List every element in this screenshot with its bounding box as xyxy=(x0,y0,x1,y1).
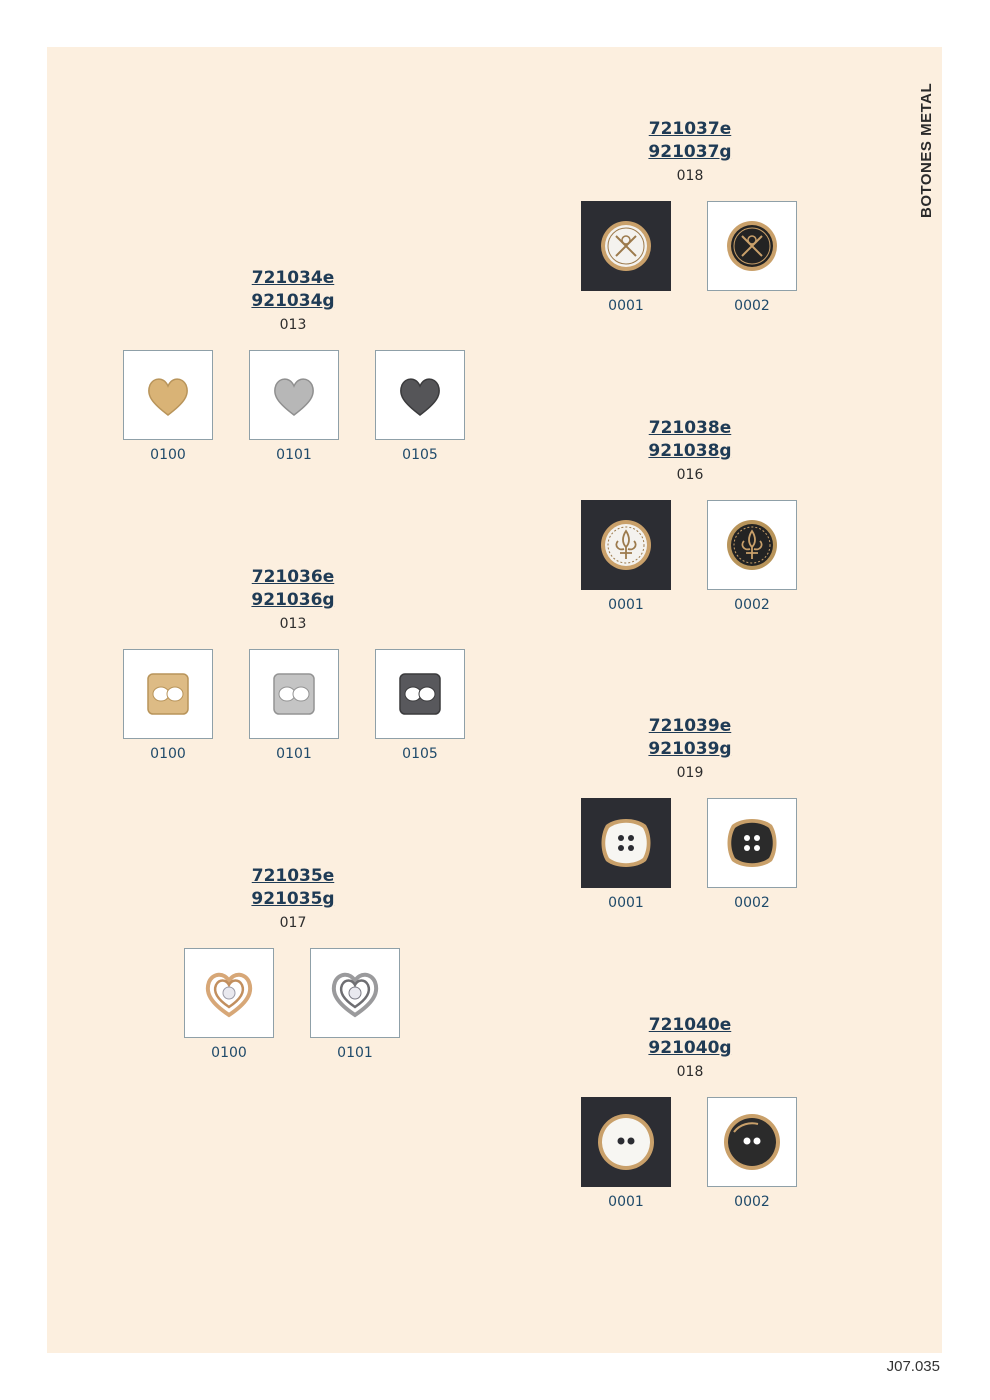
variant-label: 0001 xyxy=(608,895,644,911)
variant-label: 0101 xyxy=(337,1045,373,1061)
key-crest-button-icon xyxy=(722,216,782,276)
product-code-link[interactable]: 921034g xyxy=(251,291,335,311)
product-code-link[interactable]: 721038e xyxy=(648,418,732,438)
variant-card[interactable] xyxy=(310,948,400,1061)
swatch-frame xyxy=(375,649,465,739)
variant-label: 0100 xyxy=(211,1045,247,1061)
swatch-frame xyxy=(310,948,400,1038)
variant-card[interactable] xyxy=(581,201,671,314)
fleur-de-lis-button-icon xyxy=(722,515,782,575)
product-code-link[interactable]: 721035e xyxy=(251,866,335,886)
product-code-link[interactable]: 721040e xyxy=(648,1015,732,1035)
variant-card[interactable] xyxy=(707,1097,797,1210)
swatch-frame xyxy=(707,1097,797,1187)
two-hole-button-icon xyxy=(594,1110,658,1174)
swatch-frame xyxy=(581,1097,671,1187)
variant-card[interactable] xyxy=(581,1097,671,1210)
swatch-frame xyxy=(249,649,339,739)
product-codes-721037 xyxy=(590,118,790,188)
variant-label: 0100 xyxy=(150,746,186,762)
variant-label: 0101 xyxy=(276,746,312,762)
product-codes-721038 xyxy=(590,417,790,487)
button-size: 019 xyxy=(676,765,704,781)
variant-label: 0001 xyxy=(608,298,644,314)
product-code-link[interactable]: 721034e xyxy=(251,268,335,288)
variant-label: 0002 xyxy=(734,298,770,314)
variant-label: 0002 xyxy=(734,597,770,613)
button-size: 016 xyxy=(676,467,704,483)
variant-label: 0101 xyxy=(276,447,312,463)
square-buckle-icon xyxy=(390,664,450,724)
product-code-link[interactable]: 921038g xyxy=(648,441,732,461)
product-code-link[interactable]: 921037g xyxy=(648,142,732,162)
variant-label: 0002 xyxy=(734,895,770,911)
button-size: 018 xyxy=(676,1064,704,1080)
product-code-link[interactable]: 921035g xyxy=(251,889,335,909)
product-codes-721036 xyxy=(193,566,393,636)
button-size: 013 xyxy=(279,317,307,333)
swatch-frame xyxy=(249,350,339,440)
variant-card[interactable] xyxy=(707,500,797,613)
button-size: 017 xyxy=(279,915,307,931)
swatch-frame xyxy=(581,798,671,888)
page-number: J07.035 xyxy=(886,1358,940,1375)
variant-card[interactable] xyxy=(184,948,274,1061)
variant-card[interactable] xyxy=(123,649,213,762)
swatch-frame xyxy=(123,350,213,440)
variant-card[interactable] xyxy=(581,500,671,613)
variant-label: 0001 xyxy=(608,597,644,613)
heart-rhinestone-icon xyxy=(199,963,259,1023)
variant-label: 0105 xyxy=(402,447,438,463)
product-code-link[interactable]: 921036g xyxy=(251,590,335,610)
variant-card[interactable] xyxy=(707,798,797,911)
swatch-frame xyxy=(375,350,465,440)
heart-button-icon xyxy=(138,365,198,425)
section-title: BOTONES METAL xyxy=(918,82,935,218)
variant-card[interactable] xyxy=(249,649,339,762)
swatch-frame xyxy=(123,649,213,739)
square-buckle-icon xyxy=(264,664,324,724)
product-code-link[interactable]: 721037e xyxy=(648,119,732,139)
key-crest-button-icon xyxy=(596,216,656,276)
product-code-link[interactable]: 921040g xyxy=(648,1038,732,1058)
variant-card[interactable] xyxy=(249,350,339,463)
variant-card[interactable] xyxy=(375,649,465,762)
swatch-frame xyxy=(707,201,797,291)
heart-button-icon xyxy=(264,365,324,425)
variant-label: 0001 xyxy=(608,1194,644,1210)
swatch-frame xyxy=(707,500,797,590)
variant-label: 0002 xyxy=(734,1194,770,1210)
swatch-frame xyxy=(581,500,671,590)
variant-card[interactable] xyxy=(581,798,671,911)
fleur-de-lis-button-icon xyxy=(596,515,656,575)
four-hole-button-icon xyxy=(720,811,784,875)
two-hole-button-icon xyxy=(720,1110,784,1174)
heart-button-icon xyxy=(390,365,450,425)
swatch-frame xyxy=(184,948,274,1038)
product-codes-721034 xyxy=(193,267,393,337)
product-codes-721040 xyxy=(590,1014,790,1084)
variant-card[interactable] xyxy=(375,350,465,463)
heart-rhinestone-icon xyxy=(325,963,385,1023)
variant-label: 0100 xyxy=(150,447,186,463)
product-codes-721035 xyxy=(193,865,393,935)
product-code-link[interactable]: 721039e xyxy=(648,716,732,736)
product-code-link[interactable]: 921039g xyxy=(648,739,732,759)
variant-card[interactable] xyxy=(707,201,797,314)
swatch-frame xyxy=(707,798,797,888)
variant-label: 0105 xyxy=(402,746,438,762)
product-codes-721039 xyxy=(590,715,790,785)
swatch-frame xyxy=(581,201,671,291)
button-size: 013 xyxy=(279,616,307,632)
product-code-link[interactable]: 721036e xyxy=(251,567,335,587)
four-hole-button-icon xyxy=(594,811,658,875)
button-size: 018 xyxy=(676,168,704,184)
variant-card[interactable] xyxy=(123,350,213,463)
square-buckle-icon xyxy=(138,664,198,724)
